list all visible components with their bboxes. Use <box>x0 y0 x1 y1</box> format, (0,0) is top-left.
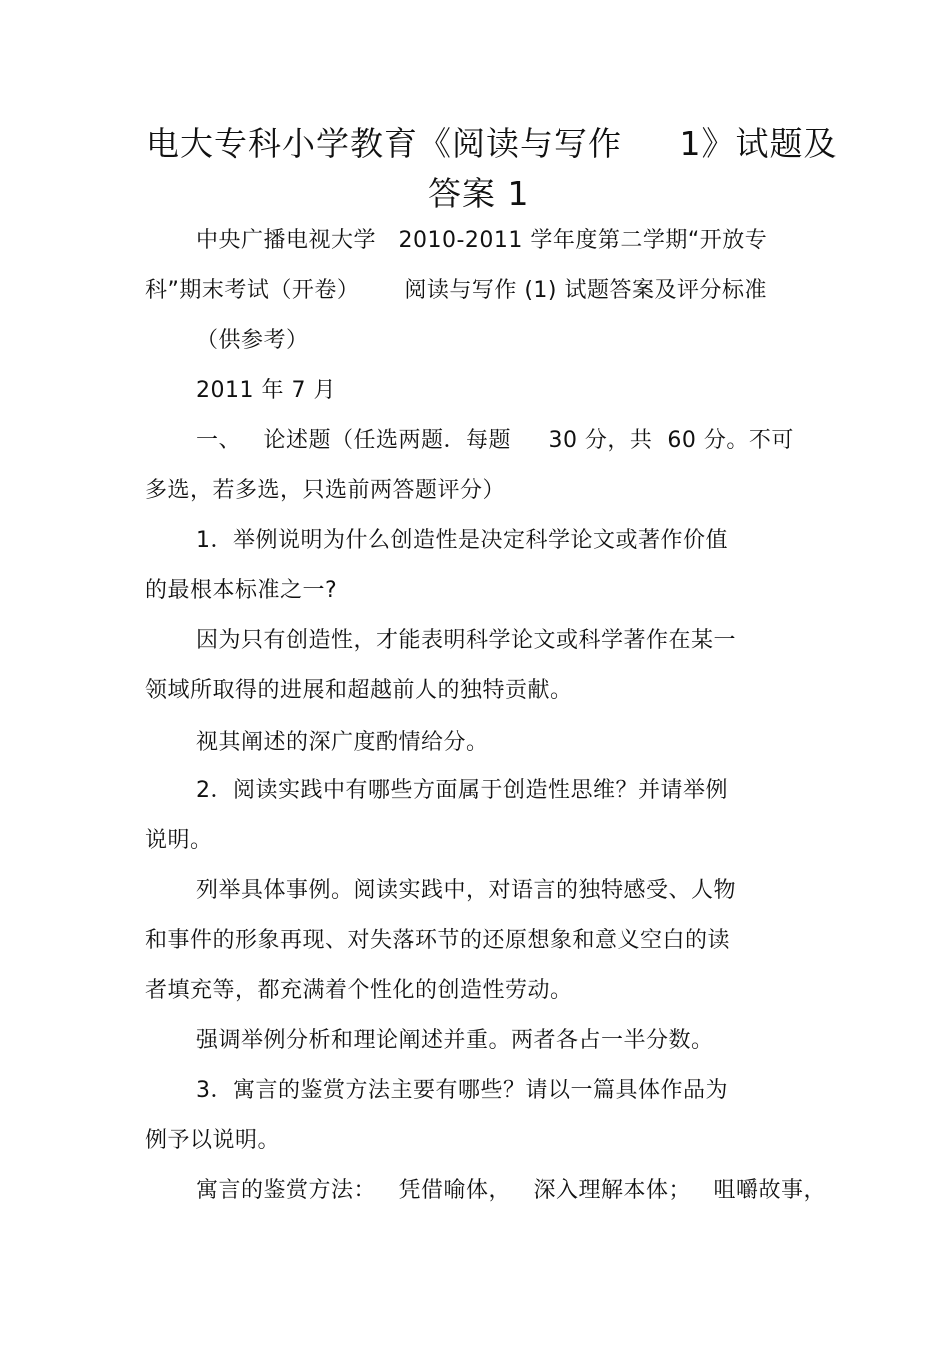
question-3-line-1: 3．寓言的鉴赏方法主要有哪些？请以一篇具体作品为 <box>196 1078 728 1103</box>
answer-2-line-1: 列举具体事例。阅读实践中，对语言的独特感受、人物 <box>196 878 737 903</box>
scoring-note-2: 强调举例分析和理论阐述并重。两者各占一半分数。 <box>196 1028 714 1053</box>
question-1-line-1: 1．举例说明为什么创造性是决定科学论文或著作价值 <box>196 528 728 553</box>
question-3-line-2: 例予以说明。 <box>145 1128 281 1153</box>
exam-date: 2011 年 7 月 <box>196 378 336 403</box>
header-line-1: 中央广播电视大学 2010-2011 学年度第二学期“开放专 <box>196 228 768 253</box>
question-2-line-1: 2．阅读实践中有哪些方面属于创造性思维？并请举例 <box>196 778 728 803</box>
section-heading-line-1: 一、 论述题（任选两题．每题 30 分，共 60 分。不可 <box>196 428 794 453</box>
scoring-note-1: 视其阐述的深广度酌情给分。 <box>196 730 489 755</box>
answer-1-line-2: 领域所取得的进展和超越前人的独特贡献。 <box>145 678 573 703</box>
answer-2-line-2: 和事件的形象再现、对失落环节的还原想象和意义空白的读 <box>145 928 731 953</box>
answer-3-line-1: 寓言的鉴赏方法： 凭借喻体， 深入理解本体； 咀嚼故事， <box>196 1178 826 1203</box>
answer-1-line-1: 因为只有创造性，才能表明科学论文或科学著作在某一 <box>196 628 737 653</box>
document-title-line-2: 答案 1 <box>428 174 530 213</box>
document-title-line-1: 电大专科小学教育《阅读与写作 1》试题及 <box>146 124 838 163</box>
question-1-line-2: 的最根本标准之一? <box>145 578 338 603</box>
header-line-2: 科”期末考试（开卷） 阅读与写作 (1) 试题答案及评分标准 <box>145 278 768 303</box>
question-2-line-2: 说明。 <box>145 828 213 853</box>
header-line-3: （供参考） <box>196 328 309 353</box>
answer-2-line-3: 者填充等，都充满着个性化的创造性劳动。 <box>145 978 573 1003</box>
section-heading-line-2: 多选，若多选，只选前两答题评分） <box>145 478 506 503</box>
